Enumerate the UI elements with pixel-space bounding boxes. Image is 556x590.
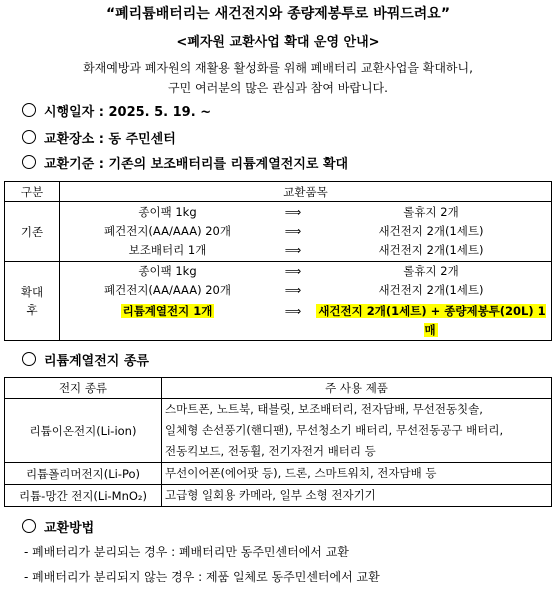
row-category: 기존 [5,202,60,262]
arrow-icon: ⟹ [284,283,302,297]
give-item: 보조배터리 1개 [128,243,207,257]
battery-products: 고급형 일회용 카메라, 일부 소형 전자기기 [162,485,552,507]
circle-bullet-icon [22,103,36,117]
method-heading-text: 교환방법 [44,521,95,536]
arrow-icon: ⟹ [284,243,302,257]
row-items [60,262,552,341]
method-line-2: - 폐배터리가 분리되지 않는 경우 : 제품 일체로 동주민센터에서 교환 [24,570,380,584]
col-header-category: 구분 [5,182,60,202]
place-item [22,128,176,147]
item-line [60,302,551,340]
circle-bullet-icon [22,352,36,366]
give-item: 종이팩 1kg [138,205,197,219]
item-line [60,222,551,241]
give-item: 종이팩 1kg [138,264,197,278]
date-item [22,101,211,120]
arrow-icon: ⟹ [284,224,302,238]
intro-text [0,58,556,98]
item-line [60,281,551,300]
highlight-get-item: 새건전지 2개(1세트) + 종량제봉투(20L) 1매 [318,304,546,337]
get-item: 롤휴지 2개 [403,264,459,278]
item-line [60,262,551,281]
row-items [60,202,552,262]
give-item: 폐건전지(AA/AAA) 20개 [104,224,231,238]
table-row [5,202,552,262]
item-line [60,203,551,222]
products-line: 일체형 손선풍기(핸디팬), 무선청소기 배터리, 무선전동공구 배터리, [165,423,504,437]
notice-title: “폐리튬배터리는 새건전지와 종량제봉투로 바꿔드려요” [105,6,451,22]
products-line: 전동킥보드, 전동휠, 전기자전거 배터리 등 [165,444,376,458]
highlight-give-item: 리튬계열전지 1개 [122,304,213,318]
battery-type: 리튬이온전지(Li-ion) [5,399,162,463]
intro-line-2: 구민 여러분의 많은 관심과 참여 바랍니다. [168,81,388,95]
method-heading [22,517,94,536]
notice-subtitle: <폐자원 교환사업 확대 운영 안내> [176,35,380,50]
col-header-type: 전지 종류 [5,378,162,399]
col-header-items: 교환품목 [60,182,552,202]
circle-bullet-icon [22,519,36,533]
place-text: 교환장소 : 동 주민센터 [44,132,176,147]
battery-products [162,399,552,463]
table-row [5,485,552,507]
battery-types-heading [22,350,149,369]
table-row [5,463,552,485]
get-item: 새건전지 2개(1세트) [378,224,484,238]
battery-types-table [4,377,552,507]
exchange-table-header [5,182,552,202]
get-item: 롤휴지 2개 [403,205,459,219]
row-category: 확대 후 [5,262,60,341]
date-text: 시행일자 : 2025. 5. 19. ~ [44,105,212,120]
battery-type: 리튬-망간 전지(Li-MnO₂) [5,485,162,507]
table-row [5,399,552,463]
arrow-icon: ⟹ [284,205,302,219]
table-row [5,262,552,341]
battery-table-header [5,378,552,399]
arrow-icon: ⟹ [284,264,302,278]
battery-type: 리튬폴리머전지(Li-Po) [5,463,162,485]
exchange-table [4,181,552,341]
col-header-products: 주 사용 제품 [162,378,552,399]
get-item: 새건전지 2개(1세트) [378,283,484,297]
intro-line-1: 화재예방과 폐자원의 재활용 활성화를 위해 폐배터리 교환사업을 확대하니, [83,61,473,75]
item-line [60,241,551,260]
give-item: 폐건전지(AA/AAA) 20개 [104,283,231,297]
get-item: 새건전지 2개(1세트) [378,243,484,257]
criteria-item [22,153,348,172]
criteria-text: 교환기준 : 기존의 보조배터리를 리튬계열전지로 확대 [44,157,349,172]
circle-bullet-icon [22,130,36,144]
arrow-icon: ⟹ [284,304,302,318]
circle-bullet-icon [22,155,36,169]
battery-products: 무선이어폰(에어팟 등), 드론, 스마트워치, 전자담배 등 [162,463,552,485]
products-line: 스마트폰, 노트북, 태블릿, 보조배터리, 전자담배, 무선전동칫솔, [165,402,483,416]
method-line-1: - 폐배터리가 분리되는 경우 : 폐배터리만 동주민센터에서 교환 [24,545,349,559]
battery-heading-text: 리튬계열전지 종류 [44,354,149,369]
